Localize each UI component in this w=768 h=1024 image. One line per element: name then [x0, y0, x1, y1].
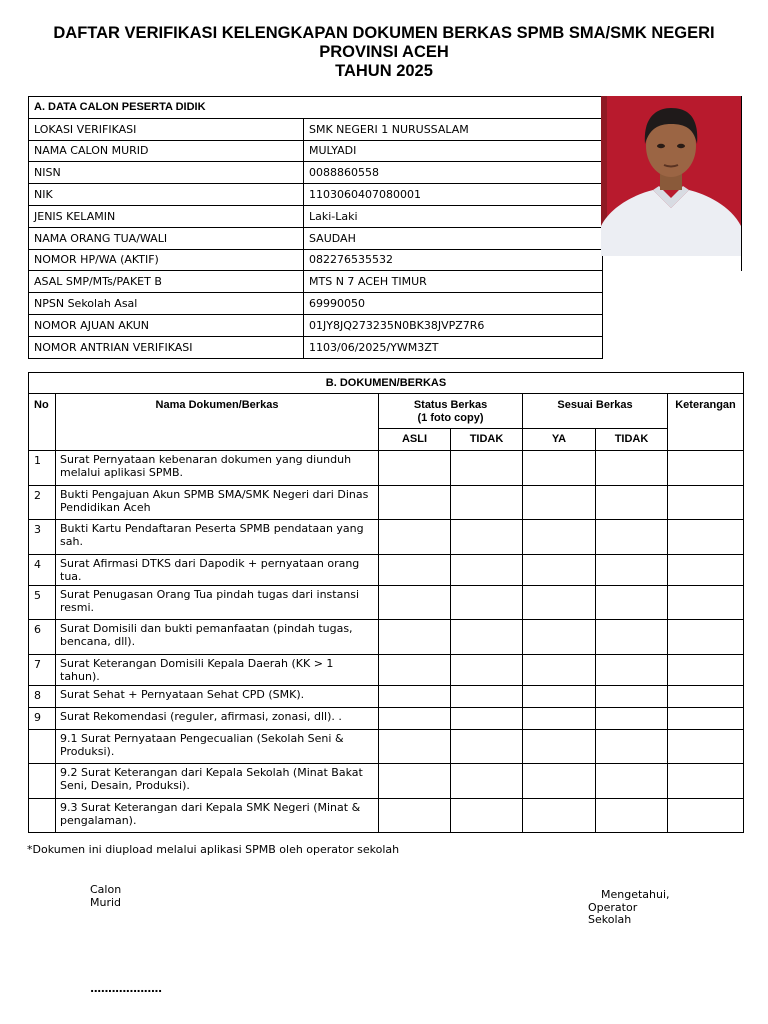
- check-ya-cell: [523, 586, 596, 620]
- col-document-header: Nama Dokumen/Berkas: [56, 394, 379, 451]
- check-tidak-cell: [451, 686, 523, 708]
- document-number: 1: [29, 451, 56, 486]
- check-tidak-sesuai-cell: [596, 520, 668, 555]
- document-number: [29, 764, 56, 799]
- check-ya-cell: [523, 708, 596, 730]
- title-line-1: DAFTAR VERIFIKASI KELENGKAPAN DOKUMEN BERKAS SPMB SMA/SMK NEGERI: [53, 24, 715, 42]
- signature-dotted-line: ....................: [90, 982, 162, 995]
- documents-table: [28, 372, 744, 833]
- sub-header-tidak-sesuai: TIDAK: [596, 429, 668, 451]
- document-name: Surat Keterangan Domisili Kepala Daerah (KK > 1 tahun).: [56, 655, 379, 686]
- col-status-line-2: (1 foto copy): [417, 411, 484, 424]
- document-number: 9: [29, 708, 56, 730]
- keterangan-cell: [668, 708, 744, 730]
- student-data-label: NOMOR ANTRIAN VERIFIKASI: [29, 336, 304, 358]
- col-status-line-1: Status Berkas: [413, 399, 488, 411]
- student-data-row: [29, 140, 603, 162]
- document-number: 2: [29, 486, 56, 520]
- student-data-label: ASAL SMP/MTs/PAKET B: [29, 271, 304, 293]
- student-data-value: MULYADI: [304, 140, 603, 162]
- document-name: 9.3 Surat Keterangan dari Kepala SMK Negeri (Minat & pengalaman).: [56, 799, 379, 833]
- check-tidak-sesuai-cell: [596, 686, 668, 708]
- document-row: [29, 655, 744, 686]
- check-asli-cell: [379, 764, 451, 799]
- col-sesuai-header: Sesuai Berkas: [523, 394, 668, 429]
- student-data-row: [29, 184, 603, 206]
- check-tidak-cell: [451, 730, 523, 764]
- student-data-value: 1103/06/2025/YWM3ZT: [304, 336, 603, 358]
- check-ya-cell: [523, 520, 596, 555]
- student-data-row: [29, 293, 603, 315]
- student-data-label: NOMOR HP/WA (AKTIF): [29, 249, 304, 271]
- check-tidak-sesuai-cell: [596, 555, 668, 586]
- check-tidak-sesuai-cell: [596, 655, 668, 686]
- keterangan-cell: [668, 451, 744, 486]
- check-tidak-cell: [451, 586, 523, 620]
- check-asli-cell: [379, 730, 451, 764]
- document-row: [29, 730, 744, 764]
- student-data-label: NOMOR AJUAN AKUN: [29, 314, 304, 336]
- footnote: *Dokumen ini diupload melalui aplikasi SPMB oleh operator sekolah: [27, 843, 400, 856]
- sub-header-asli: ASLI: [379, 429, 451, 451]
- student-data-row: [29, 314, 603, 336]
- check-tidak-cell: [451, 655, 523, 686]
- student-data-value: 1103060407080001: [304, 184, 603, 206]
- check-tidak-cell: [451, 486, 523, 520]
- check-asli-cell: [379, 655, 451, 686]
- student-data-label: NPSN Sekolah Asal: [29, 293, 304, 315]
- document-number: 4: [29, 555, 56, 586]
- document-row: [29, 586, 744, 620]
- document-number: [29, 799, 56, 833]
- check-ya-cell: [523, 620, 596, 655]
- keterangan-cell: [668, 555, 744, 586]
- student-data-row: [29, 249, 603, 271]
- document-row: [29, 708, 744, 730]
- document-name: Bukti Pengajuan Akun SPMB SMA/SMK Negeri dari Dinas Pendidikan Aceh: [56, 486, 379, 520]
- check-asli-cell: [379, 708, 451, 730]
- col-keterangan-header: Keterangan: [668, 394, 744, 451]
- document-name: Surat Sehat + Pernyataan Sehat CPD (SMK).: [56, 686, 379, 708]
- student-data-label: NAMA ORANG TUA/WALI: [29, 227, 304, 249]
- student-data-row: [29, 227, 603, 249]
- student-data-label: NIK: [29, 184, 304, 206]
- document-number: [29, 730, 56, 764]
- photo-border-line: [741, 96, 742, 271]
- check-asli-cell: [379, 555, 451, 586]
- student-data-label: LOKASI VERIFIKASI: [29, 118, 304, 140]
- sub-header-tidak: TIDAK: [451, 429, 523, 451]
- student-data-value: 69990050: [304, 293, 603, 315]
- signature-operator-line-3: Sekolah: [588, 913, 632, 926]
- student-data-row: [29, 162, 603, 184]
- student-data-value: SAUDAH: [304, 227, 603, 249]
- check-ya-cell: [523, 799, 596, 833]
- student-data-row: [29, 205, 603, 227]
- document-number: 8: [29, 686, 56, 708]
- check-ya-cell: [523, 655, 596, 686]
- check-asli-cell: [379, 686, 451, 708]
- check-ya-cell: [523, 555, 596, 586]
- section-a-heading: A. DATA CALON PESERTA DIDIK: [29, 97, 603, 119]
- document-name: Surat Domisili dan bukti pemanfaatan (pindah tugas, bencana, dll).: [56, 620, 379, 655]
- check-tidak-sesuai-cell: [596, 486, 668, 520]
- check-tidak-sesuai-cell: [596, 764, 668, 799]
- document-row: [29, 686, 744, 708]
- document-number: 5: [29, 586, 56, 620]
- check-tidak-sesuai-cell: [596, 620, 668, 655]
- student-data-value: 0088860558: [304, 162, 603, 184]
- col-status-header: [379, 394, 523, 429]
- signature-student-line-1: Calon: [90, 883, 122, 896]
- title-line-2: PROVINSI ACEH: [319, 43, 449, 61]
- student-data-label: NAMA CALON MURID: [29, 140, 304, 162]
- student-data-value: MTS N 7 ACEH TIMUR: [304, 271, 603, 293]
- keterangan-cell: [668, 730, 744, 764]
- document-title: [0, 24, 768, 81]
- document-name: Surat Penugasan Orang Tua pindah tugas dari instansi resmi.: [56, 586, 379, 620]
- check-tidak-cell: [451, 764, 523, 799]
- student-portrait-image: [601, 96, 741, 256]
- student-data-value: 01JY8JQ273235N0BK38JVPZ7R6: [304, 314, 603, 336]
- student-photo: [601, 96, 741, 256]
- check-asli-cell: [379, 586, 451, 620]
- signature-student-line-2: Murid: [90, 895, 122, 909]
- student-data-value: Laki-Laki: [304, 205, 603, 227]
- document-name: 9.2 Surat Keterangan dari Kepala Sekolah (Minat Bakat Seni, Desain, Produksi).: [56, 764, 379, 799]
- signature-student: [90, 884, 121, 909]
- student-data-row: [29, 118, 603, 140]
- check-tidak-sesuai-cell: [596, 730, 668, 764]
- check-ya-cell: [523, 486, 596, 520]
- check-tidak-sesuai-cell: [596, 586, 668, 620]
- signature-operator-line-1: Mengetahui,: [601, 888, 670, 901]
- check-tidak-sesuai-cell: [596, 708, 668, 730]
- check-ya-cell: [523, 730, 596, 764]
- signature-operator: [588, 889, 670, 927]
- student-data-value: 082276535532: [304, 249, 603, 271]
- document-name: Surat Rekomendasi (reguler, afirmasi, zonasi, dll). .: [56, 708, 379, 730]
- check-asli-cell: [379, 451, 451, 486]
- student-data-row: [29, 336, 603, 358]
- check-tidak-cell: [451, 555, 523, 586]
- col-no-header: No: [29, 394, 56, 451]
- keterangan-cell: [668, 520, 744, 555]
- check-ya-cell: [523, 686, 596, 708]
- check-tidak-cell: [451, 799, 523, 833]
- student-data-value: SMK NEGERI 1 NURUSSALAM: [304, 118, 603, 140]
- keterangan-cell: [668, 799, 744, 833]
- document-row: [29, 486, 744, 520]
- keterangan-cell: [668, 586, 744, 620]
- keterangan-cell: [668, 486, 744, 520]
- keterangan-cell: [668, 686, 744, 708]
- document-row: [29, 451, 744, 486]
- document-row: [29, 620, 744, 655]
- student-data-table: [28, 96, 603, 359]
- student-data-label: NISN: [29, 162, 304, 184]
- signature-operator-line-2: Operator: [588, 900, 638, 914]
- check-asli-cell: [379, 486, 451, 520]
- check-tidak-cell: [451, 708, 523, 730]
- document-name: Surat Pernyataan kebenaran dokumen yang diunduh melalui aplikasi SPMB.: [56, 451, 379, 486]
- student-data-label: JENIS KELAMIN: [29, 205, 304, 227]
- document-number: 6: [29, 620, 56, 655]
- keterangan-cell: [668, 764, 744, 799]
- document-row: [29, 520, 744, 555]
- check-asli-cell: [379, 799, 451, 833]
- document-number: 3: [29, 520, 56, 555]
- section-b-heading: B. DOKUMEN/BERKAS: [29, 373, 744, 394]
- document-name: 9.1 Surat Pernyataan Pengecualian (Sekolah Seni & Produksi).: [56, 730, 379, 764]
- sub-header-ya: YA: [523, 429, 596, 451]
- check-tidak-sesuai-cell: [596, 451, 668, 486]
- document-row: [29, 799, 744, 833]
- check-asli-cell: [379, 520, 451, 555]
- title-line-3: TAHUN 2025: [335, 62, 433, 80]
- check-tidak-sesuai-cell: [596, 799, 668, 833]
- check-tidak-cell: [451, 451, 523, 486]
- check-ya-cell: [523, 764, 596, 799]
- check-tidak-cell: [451, 520, 523, 555]
- check-asli-cell: [379, 620, 451, 655]
- keterangan-cell: [668, 620, 744, 655]
- keterangan-cell: [668, 655, 744, 686]
- document-name: Bukti Kartu Pendaftaran Peserta SPMB pendataan yang sah.: [56, 520, 379, 555]
- document-row: [29, 555, 744, 586]
- student-data-row: [29, 271, 603, 293]
- document-row: [29, 764, 744, 799]
- check-tidak-cell: [451, 620, 523, 655]
- document-name: Surat Afirmasi DTKS dari Dapodik + pernyataan orang tua.: [56, 555, 379, 586]
- check-ya-cell: [523, 451, 596, 486]
- document-number: 7: [29, 655, 56, 686]
